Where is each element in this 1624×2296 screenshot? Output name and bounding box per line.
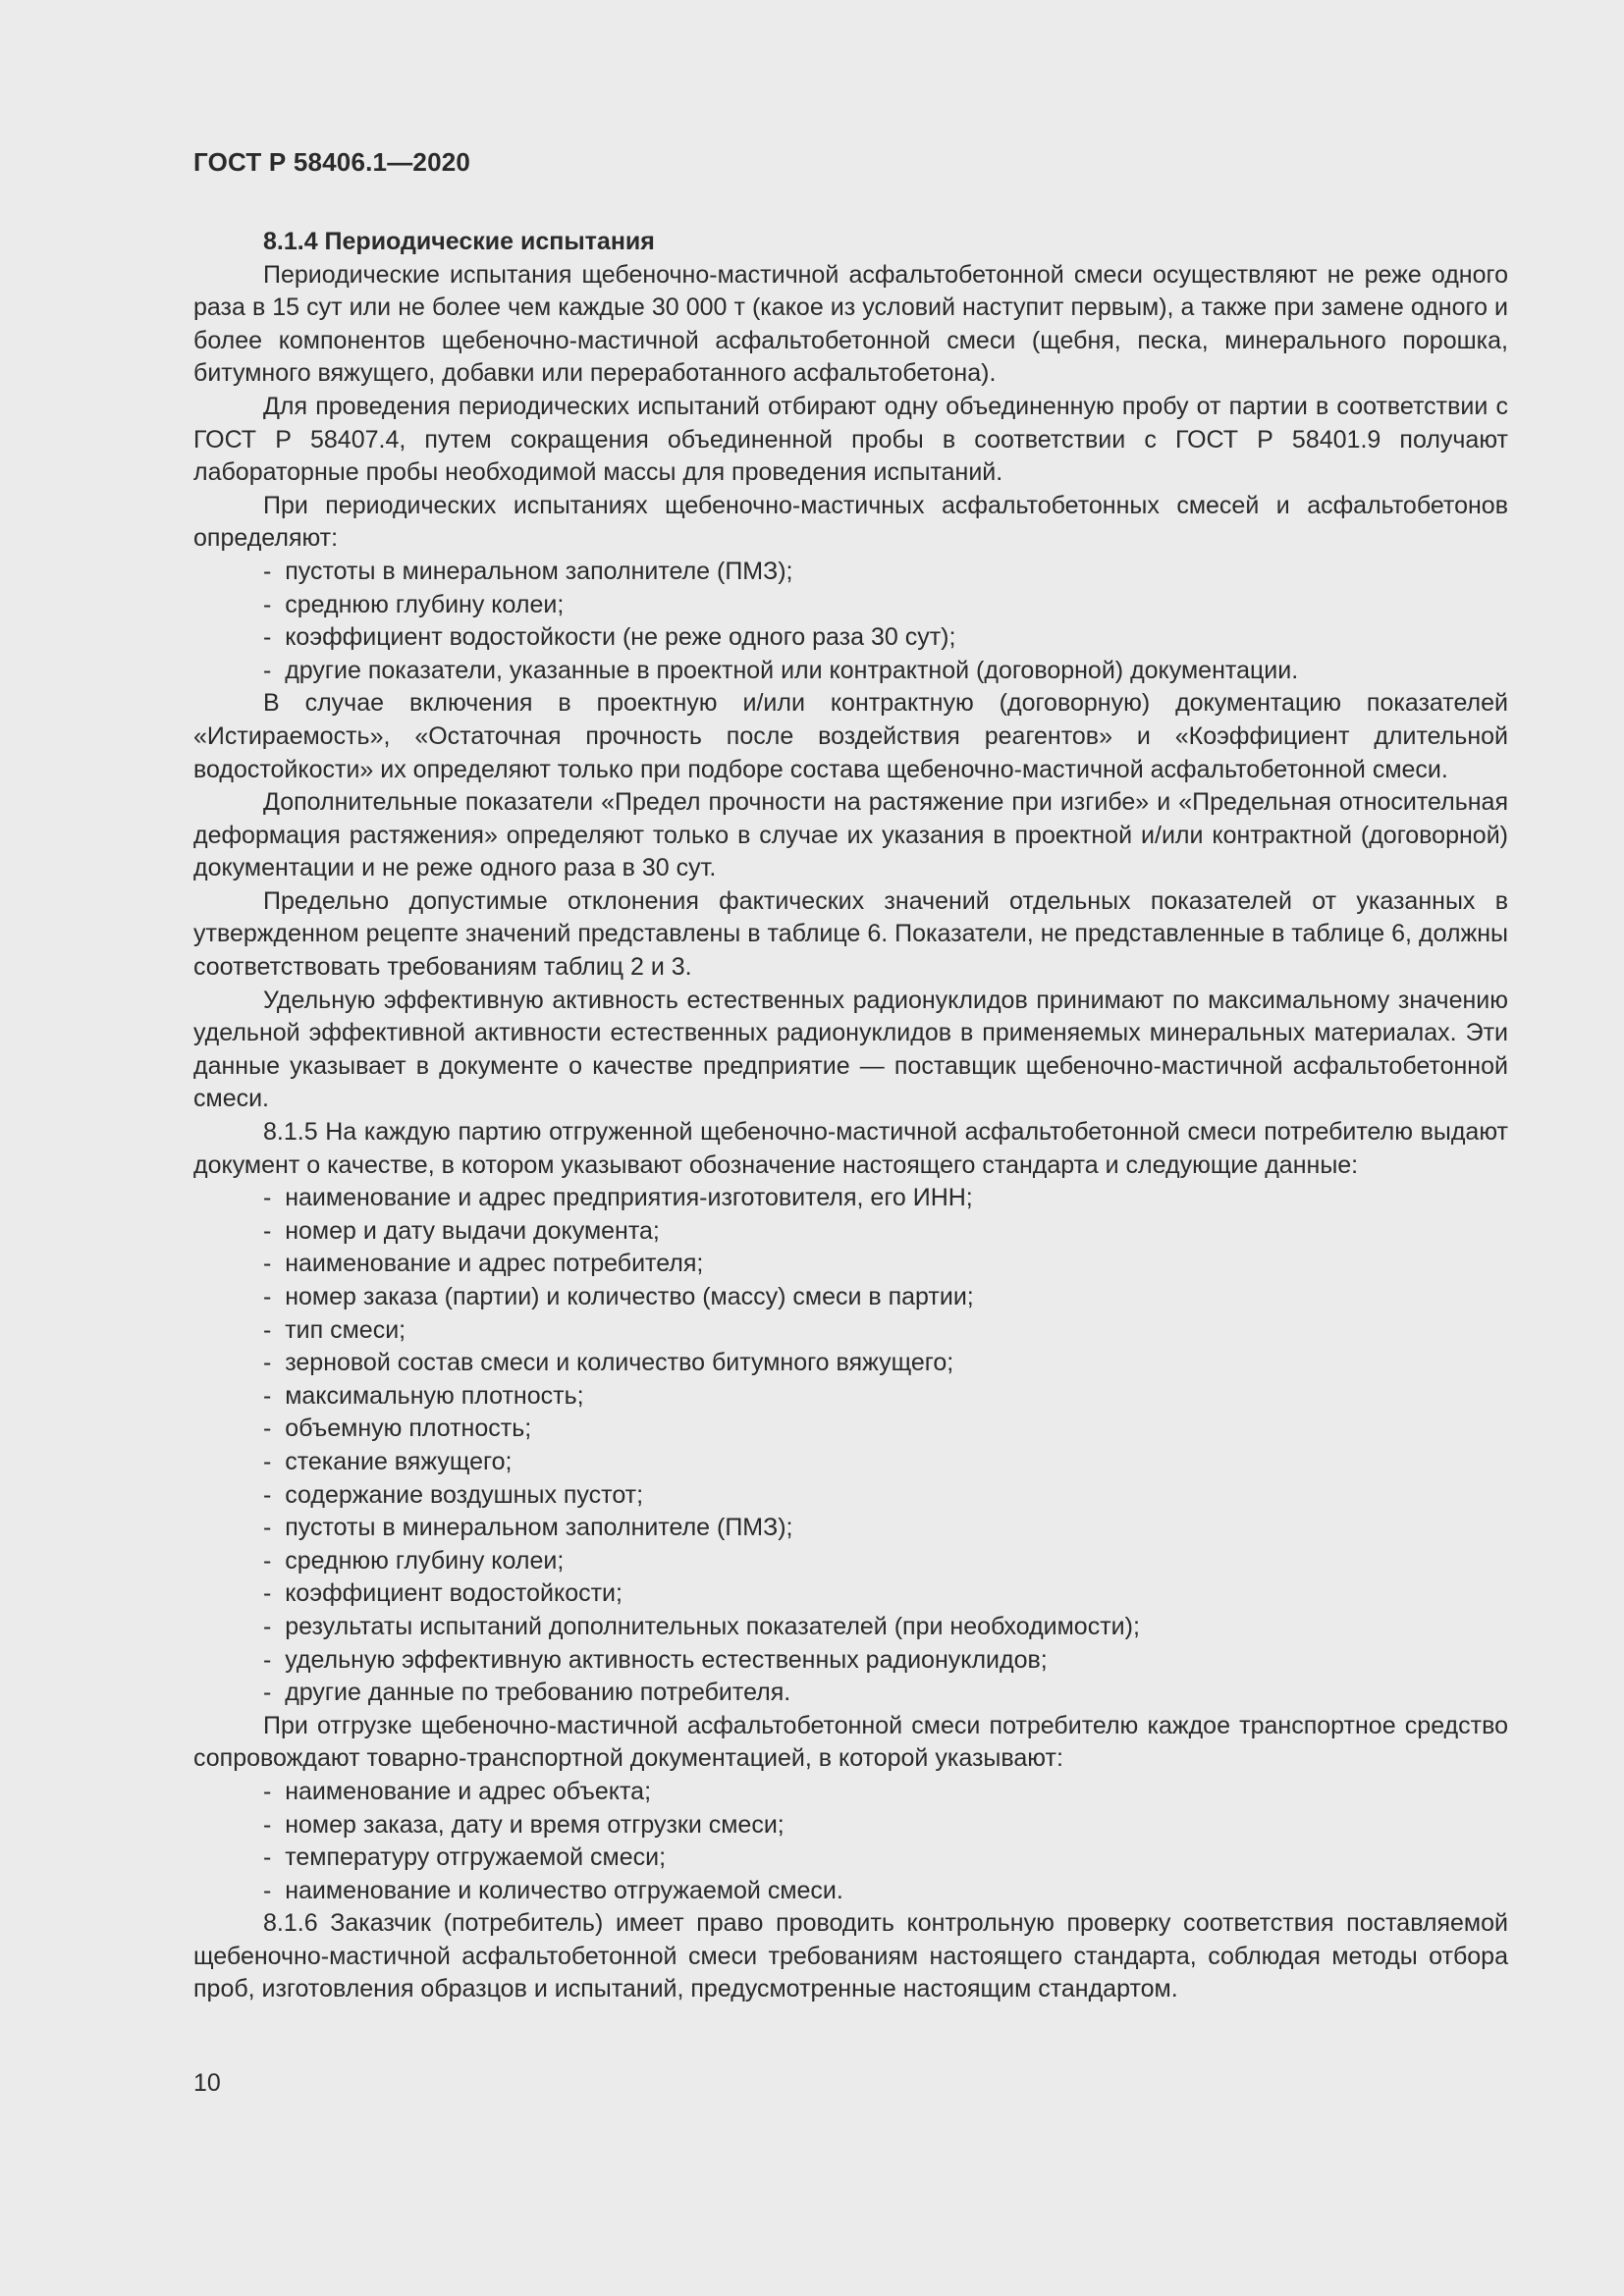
list-item <box>263 1281 1508 1314</box>
paragraph: При отгрузке щебеночно-мастичной асфальтобетонной смеси потребителю каждое транспортное средство сопровождают товарно-транспортной документацией, в которой указывают: <box>193 1711 1508 1773</box>
list-dash: - <box>263 656 286 684</box>
list-item-text: номер заказа, дату и время отгрузки смеси; <box>285 1810 785 1839</box>
list-item <box>263 1413 1508 1446</box>
bullet-list <box>193 1776 1508 1907</box>
document-code-header: ГОСТ Р 58406.1—2020 <box>193 147 471 177</box>
list-item <box>263 1215 1508 1249</box>
list-item-text: стекание вяжущего; <box>285 1447 513 1475</box>
list-item-text: другие показатели, указанные в проектной или контрактной (договорной) документации. <box>285 656 1299 684</box>
list-dash: - <box>263 1415 286 1443</box>
list-dash: - <box>263 1679 286 1707</box>
paragraph: Дополнительные показатели «Предел прочности на растяжение при изгибе» и «Предельная относительная деформация растяжения» определяют только в случае их указания в проектной и/или контрактной (договорной) документации и не реже одного раза в 30 сут. <box>193 788 1508 882</box>
list-dash: - <box>263 1810 286 1839</box>
list-item-text: тип смеси; <box>285 1315 406 1344</box>
list-item-text: среднюю глубину колеи; <box>285 590 565 618</box>
list-dash: - <box>263 1480 286 1509</box>
paragraph: Предельно допустимые отклонения фактических значений отдельных показателей от указанных в утвержденном рецепте значений представлены в таблице 6. Показатели, не представленные в таблице 6, должны соответствовать требованиям таблиц 2 и 3. <box>193 886 1508 982</box>
section-heading: 8.1.4 Периодические испытания <box>263 228 655 255</box>
list-item <box>263 1545 1508 1578</box>
list-item <box>263 655 1508 688</box>
bullet-list <box>193 1182 1508 1710</box>
list-item-text: наименование и адрес предприятия-изготовителя, его ИНН; <box>285 1184 973 1212</box>
list-dash: - <box>263 1349 286 1377</box>
paragraph: Удельную эффективную активность естественных радионуклидов принимают по максимальному значению удельной эффективной активности естественных радионуклидов в применяемых минеральных материалах. Эти данные указывает в документе о качестве предприятие — поставщик щебеночно-мастичной асфальтобетонной смеси. <box>193 986 1508 1113</box>
list-item-text: объемную плотность; <box>285 1415 532 1443</box>
list-item-text: наименование и адрес потребителя; <box>285 1250 704 1278</box>
list-item-text: номер заказа (партии) и количество (массу) смеси в партии; <box>285 1283 974 1310</box>
list-item-text: пустоты в минеральном заполнителе (ПМЗ); <box>285 1514 793 1542</box>
list-dash: - <box>263 1777 286 1805</box>
list-dash: - <box>263 590 286 618</box>
list-item <box>263 1677 1508 1710</box>
list-item <box>263 1479 1508 1513</box>
list-item <box>263 589 1508 622</box>
list-item <box>263 1347 1508 1380</box>
list-item <box>263 1248 1508 1281</box>
list-dash: - <box>263 1381 286 1410</box>
list-item <box>263 1577 1508 1611</box>
list-item-text: номер и дату выдачи документа; <box>285 1216 660 1245</box>
list-dash: - <box>263 1876 286 1904</box>
list-item <box>263 1644 1508 1678</box>
list-dash: - <box>263 1546 286 1575</box>
list-item <box>263 1875 1508 1908</box>
list-item-text: наименование и количество отгружаемой смеси. <box>285 1876 843 1904</box>
list-item <box>263 1446 1508 1479</box>
paragraph: Периодические испытания щебеночно-мастичной асфальтобетонной смеси осуществляют не реже одного раза в 15 сут или не более чем каждые 30 000 т (какое из условий наступит первым), а также при замене одного и более компонентов щебеночно-мастичной асфальтобетонной смеси (щебня, песка, минерального порошка, битумного вяжущего, добавки или переработанного асфальтобетона). <box>193 260 1508 388</box>
list-item <box>263 1776 1508 1809</box>
list-item-text: удельную эффективную активность естественных радионуклидов; <box>285 1645 1048 1674</box>
list-dash: - <box>263 1184 286 1212</box>
list-item <box>263 556 1508 589</box>
list-dash: - <box>263 1250 286 1278</box>
list-item <box>263 1809 1508 1842</box>
list-item-text: результаты испытаний дополнительных показателей (при необходимости); <box>285 1612 1140 1640</box>
list-dash: - <box>263 1283 286 1310</box>
paragraph: Для проведения периодических испытаний отбирают одну объединенную пробу от партии в соответствии с ГОСТ Р 58407.4, путем сокращения объединенной пробы в соответствии с ГОСТ Р 58401.9 получают лабораторные пробы необходимой массы для проведения испытаний. <box>193 392 1508 487</box>
list-item-text: пустоты в минеральном заполнителе (ПМЗ); <box>285 557 793 585</box>
paragraph: При периодических испытаниях щебеночно-мастичных асфальтобетонных смесей и асфальтобетонов определяют: <box>193 491 1508 553</box>
list-item-text: наименование и адрес объекта; <box>285 1777 652 1805</box>
list-dash: - <box>263 1447 286 1475</box>
list-item-text: максимальную плотность; <box>285 1381 584 1410</box>
paragraph: В случае включения в проектную и/или контрактную (договорную) документацию показателей «Истираемость», «Остаточная прочность после воздействия реагентов» и «Коэффициент длительной водостойкости» их определяют только при подборе состава щебеночно-мастичной асфальтобетонной смеси. <box>193 689 1508 783</box>
list-item <box>263 1512 1508 1545</box>
list-dash: - <box>263 623 286 652</box>
list-dash: - <box>263 1843 286 1872</box>
list-dash: - <box>263 1315 286 1344</box>
list-item-text: другие данные по требованию потребителя. <box>285 1679 791 1707</box>
list-dash: - <box>263 1579 286 1608</box>
list-item <box>263 1380 1508 1414</box>
list-dash: - <box>263 557 286 585</box>
list-dash: - <box>263 1612 286 1640</box>
list-item-text: содержание воздушных пустот; <box>285 1480 644 1509</box>
list-item <box>263 1611 1508 1644</box>
list-dash: - <box>263 1216 286 1245</box>
list-item <box>263 1182 1508 1215</box>
paragraph: 8.1.5 На каждую партию отгруженной щебеночно-мастичной асфальтобетонной смеси потребителю выдают документ о качестве, в котором указывают обозначение настоящего стандарта и следующие данные: <box>193 1118 1508 1179</box>
paragraph: 8.1.6 Заказчик (потребитель) имеет право проводить контрольную проверку соответствия поставляемой щебеночно-мастичной асфальтобетонной смеси требованиям настоящего стандарта, соблюдая методы отбора проб, изготовления образцов и испытаний, предусмотренные настоящим стандартом. <box>193 1909 1508 2003</box>
bullet-list <box>193 556 1508 687</box>
document-body <box>193 226 1508 2006</box>
list-item-text: температуру отгружаемой смеси; <box>285 1843 667 1872</box>
list-item <box>263 621 1508 655</box>
list-item-text: зерновой состав смеси и количество битумного вяжущего; <box>285 1349 954 1377</box>
list-item-text: коэффициент водостойкости; <box>285 1579 623 1608</box>
list-item-text: коэффициент водостойкости (не реже одного раза 30 сут); <box>285 623 956 652</box>
list-dash: - <box>263 1514 286 1542</box>
list-item-text: среднюю глубину колеи; <box>285 1546 565 1575</box>
list-item <box>263 1842 1508 1875</box>
list-dash: - <box>263 1645 286 1674</box>
page-number: 10 <box>193 2069 221 2097</box>
list-item <box>263 1314 1508 1348</box>
